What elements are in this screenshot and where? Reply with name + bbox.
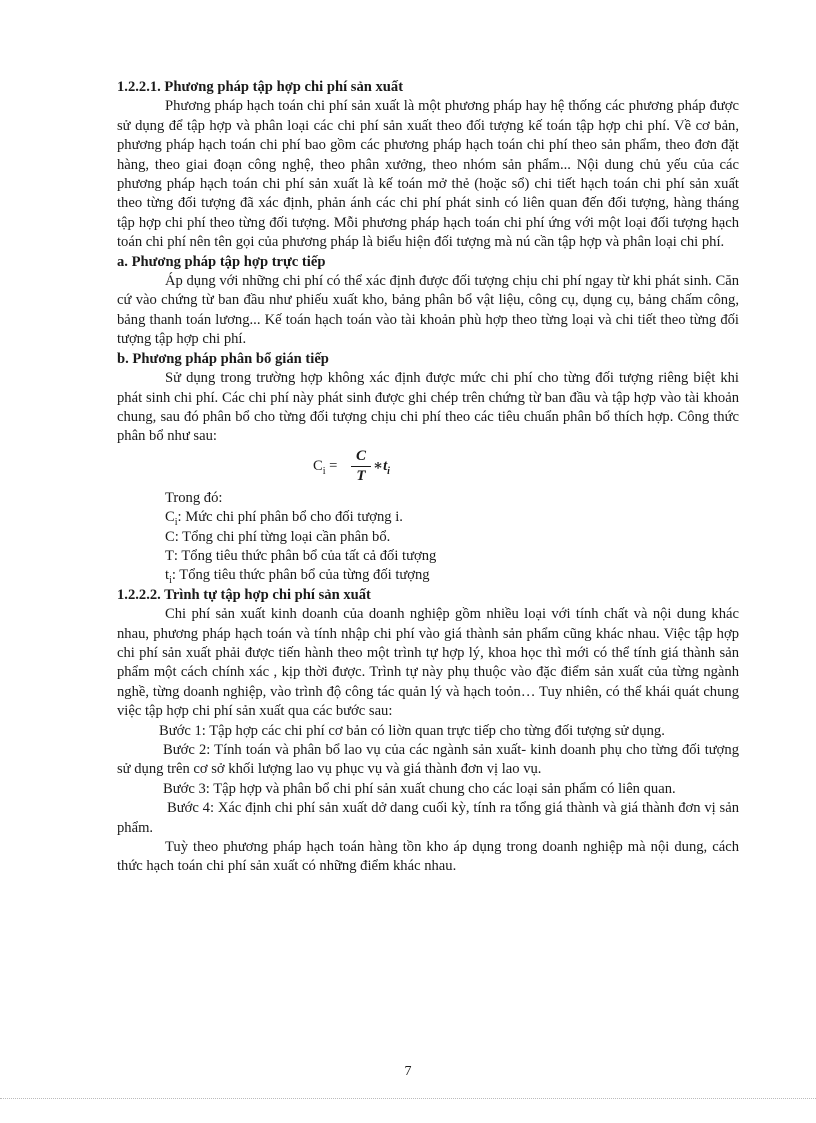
allocation-formula (117, 447, 739, 489)
document-page (117, 78, 739, 877)
definition-item: $t_i$: Tổng tiêu thức phân bổ của từng đối tượng (165, 567, 430, 587)
subsection-paragraph-b: Sử dụng trong trường hợp không xác định được mức chi phí cho từng đối tượng riêng biệt khi phát sinh chi phí. Các chi phí này phát sinh được ghi chép trên chứng từ ban đầu và tập hợp vào tài khoản chung, sau đó phân bổ cho từng đối tượng chịu chi phí theo các tiêu chuẩn phân bổ thích hợp. Công thức phân bổ như sau: (117, 370, 739, 445)
subsection-heading-a: a. Phương pháp tập hợp trực tiếp (117, 253, 326, 270)
page-number: 7 (404, 1064, 412, 1079)
formula-fraction (351, 447, 371, 485)
formula-denominator: T (356, 467, 366, 484)
definition-item: $C_i$: Mức chi phí phân bổ cho đối tượng i. (165, 509, 403, 529)
section-heading-1-2-2-1: 1.2.2.1. Phương pháp tập hợp chi phí sản xuất (117, 79, 404, 95)
formula-lhs: $C_i$ = (313, 457, 338, 477)
step-item: Bước 3: Tập hợp và phân bổ chi phí sản xuất chung cho các loại sản phẩm có liên quan. (163, 780, 676, 797)
formula-multiplier: $∗t_i$ (373, 457, 390, 477)
subsection-paragraph-a: Áp dụng với những chi phí có thể xác định được đối tượng chịu chi phí ngay từ khi phát sinh. Căn cứ vào chứng từ ban đầu như phiếu xuất kho, bảng phân bổ vật liệu, công cụ, dụng cụ, bảng chấm công, bảng thanh toán lương... Kế toán hạch toán vào tài khoản phù hợp theo từng loại và chi tiết theo từng đối tượng tập hợp chi phí. (117, 273, 739, 348)
where-label: Trong đó: (165, 489, 223, 506)
closing-paragraph: Tuỳ theo phương pháp hạch toán hàng tồn kho áp dụng trong doanh nghiệp mà nội dung, cách thức hạch toán chi phí sản xuất có những điểm khác nhau. (117, 839, 739, 875)
step-item: Bước 4: Xác định chi phí sản xuất dở dang cuối kỳ, tính ra tổng giá thành và giá thành đơn vị sản phẩm. (117, 800, 739, 836)
step-item: Bước 2: Tính toán và phân bổ lao vụ của các ngành sản xuất- kinh doanh phụ cho từng đối tượng sử dụng trên cơ sở khối lượng lao vụ phục vụ và giá thành đơn vị lao vụ. (117, 742, 739, 778)
page-bottom-divider (0, 1098, 816, 1099)
section-paragraph: Chi phí sản xuất kinh doanh của doanh nghiệp gồm nhiều loại với tính chất và nội dung khác nhau, phương pháp hạch toán và tính nhập chi phí vào giá thành sản phẩm cũng khác nhau. Việc tập hợp chi phí sản xuất phải được tiến hành theo một trình tự hợp lý, khoa học thì mới có thể tính giá thành sản phẩm một cách chính xác , kịp thời được. Trình tự này phụ thuộc vào đặc điểm sản xuất của từng ngành nghề, từng doanh nghiệp, vào trình độ công tác quản lý và hạch toỏn… Tuy nhiên, có thể khái quát chung việc tập hợp chi phí sản xuất qua các bước sau: (117, 606, 739, 720)
definition-item: C: Tổng chi phí từng loại cần phân bổ. (165, 528, 391, 545)
formula-numerator: C (351, 447, 371, 467)
section-heading-1-2-2-2: 1.2.2.2. Trình tự tập hợp chi phí sản xuất (117, 586, 371, 603)
section-paragraph: Phương pháp hạch toán chi phí sản xuất là một phương pháp hay hệ thống các phương pháp được sử dụng để tập hợp và phân loại các chi phí sản xuất theo đối tượng kế toán tập hợp chi phí. Về cơ bản, phương pháp hạch toán chi phí bao gồm các phương pháp hạch toán chi phí theo sản phẩm, theo đơn đặt hàng, theo giai đoạn công nghệ, theo phân xưởng, theo nhóm sản phẩm... Nội dung chủ yếu của các phương pháp hạch toán chi phí sản xuất là kế toán mở thẻ (hoặc sổ) chi tiết hạch toán chi phí sản xuất theo từng đối tượng đã xác định, phản ánh các chi phí phát sinh có liên quan đến đối tượng, hàng tháng tập hợp chi phí theo từng đối tượng. Mỗi phương pháp hạch toán chi phí ứng với một loại đối tượng hạch toán chi phí nên tên gọi của phương pháp là biểu hiện đối tượng mà nú cần tập hợp và phân loại chi phí. (117, 98, 739, 251)
step-item: Bước 1: Tập hợp các chi phí cơ bản có liờn quan trực tiếp cho từng đối tượng sử dụng. (159, 722, 665, 739)
definition-item: T: Tổng tiêu thức phân bổ của tất cả đối tượng (165, 547, 437, 564)
subsection-heading-b: b. Phương pháp phân bổ gián tiếp (117, 350, 329, 367)
